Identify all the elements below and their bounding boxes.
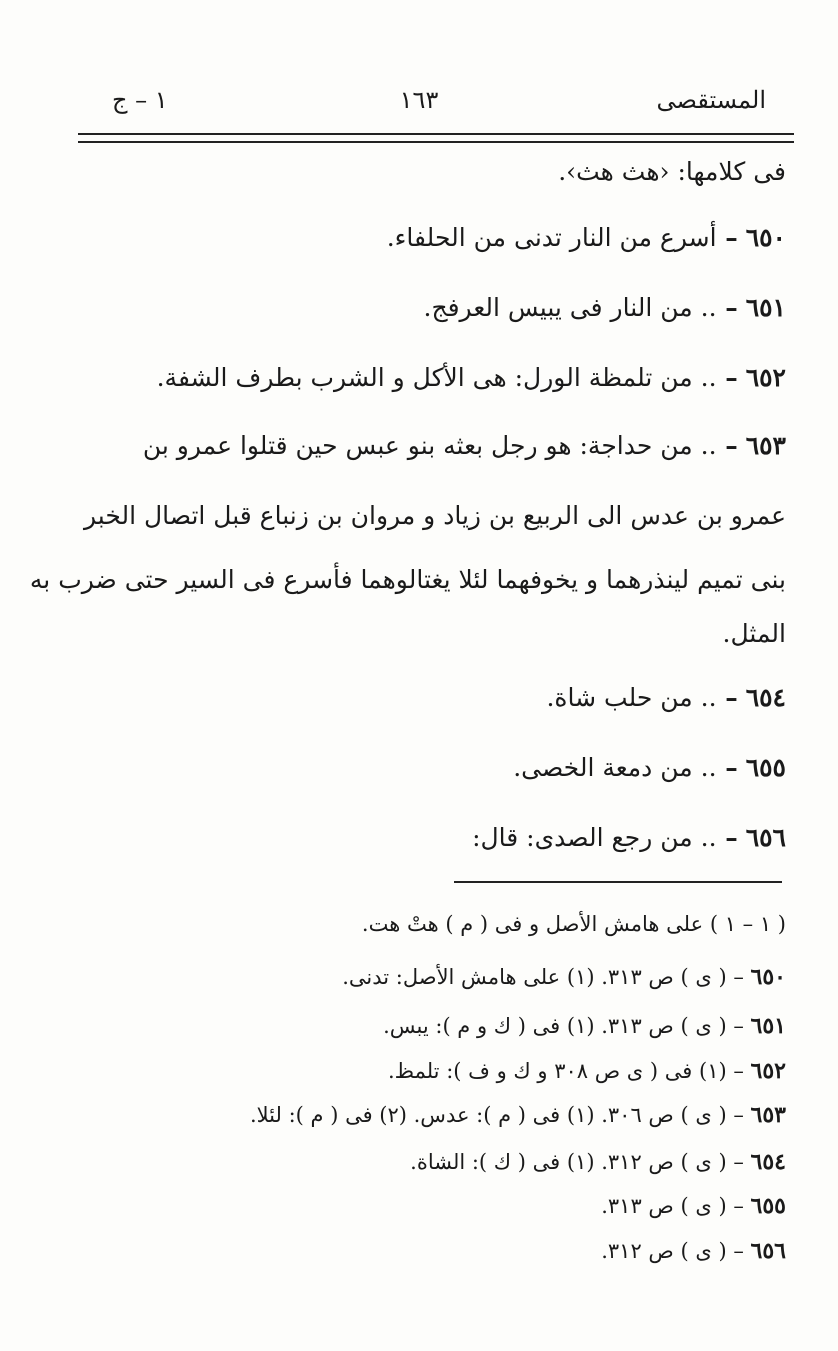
footnote-654 xyxy=(410,1144,786,1180)
entry-652 xyxy=(157,356,786,400)
footnote-intro: ( ١ – ١ ) على هامش الأصل و فى ( م ) هتْ هت. xyxy=(361,912,786,936)
entry-text: .. من النار فى يبيس العرفج. xyxy=(423,293,717,322)
entry-dash: – xyxy=(716,753,738,782)
footnote-number: ٦٥٢ xyxy=(750,1058,786,1084)
footnote-651 xyxy=(383,1008,786,1044)
entry-655 xyxy=(513,746,786,790)
entry-dash: – xyxy=(716,223,738,252)
entry-number: ٦٥٣ xyxy=(745,431,786,460)
page-number: ١٦٣ xyxy=(399,86,439,114)
footnote-dash: – xyxy=(726,1014,744,1038)
intro-line: فى كلامها: ‹هث هث›. xyxy=(558,157,786,186)
footnote-656 xyxy=(601,1233,786,1269)
entry-650 xyxy=(387,216,786,260)
entry-651 xyxy=(424,286,786,330)
header-rule-top xyxy=(78,133,794,135)
header-rule-bottom xyxy=(78,141,794,143)
entry-text: .. من حداجة: هو رجل بعثه بنو عبس حين قتلوا عمرو بن xyxy=(142,431,717,460)
footnote-dash: – xyxy=(726,965,744,989)
entry-text: .. من حلب شاة. xyxy=(546,683,717,712)
footnote-text: (١) فى ( ى ص ٣٠٨ و ك و ف ): تلمظ. xyxy=(387,1059,727,1083)
running-title: المستقصى xyxy=(656,86,766,114)
entry-653-continuation-1: عمرو بن عدس الى الربيع بن زياد و مروان بن زنباع قبل اتصال الخبر xyxy=(84,501,786,530)
footnote-number: ٦٥١ xyxy=(750,1013,786,1039)
footnote-text: ( ى ) ص ٣١٣. (١) فى ( ك و م ): يبس. xyxy=(383,1014,727,1038)
entry-text: .. من تلمظة الورل: هى الأكل و الشرب بطرف الشفة. xyxy=(156,363,717,392)
entry-654 xyxy=(546,676,786,720)
footnote-number: ٦٥٦ xyxy=(750,1238,786,1264)
entry-dash: – xyxy=(716,823,738,852)
footnote-dash: – xyxy=(726,1059,744,1083)
footnote-text: ( ى ) ص ٣١٢. xyxy=(601,1239,727,1263)
footnote-650 xyxy=(342,959,786,995)
entry-653-continuation-2: بنى تميم لينذرهما و يخوفهما لئلا يغتالوهما فأسرع فى السير حتى ضرب به xyxy=(29,565,786,594)
entry-number: ٦٥١ xyxy=(745,293,786,322)
entry-dash: – xyxy=(716,293,738,322)
entry-dash: – xyxy=(716,431,738,460)
entry-653 xyxy=(143,424,786,468)
footnote-text: ( ى ) ص ٣١٢. (١) فى ( ك ): الشاة. xyxy=(410,1150,727,1174)
footnote-652 xyxy=(388,1053,786,1089)
entry-number: ٦٥٥ xyxy=(745,753,786,782)
footnote-dash: – xyxy=(726,1194,744,1218)
entry-number: ٦٥٦ xyxy=(745,823,786,852)
footnote-text: ( ى ) ص ٣١٣. (١) على هامش الأصل: تدنى. xyxy=(342,965,727,989)
footnote-dash: – xyxy=(726,1239,744,1263)
footnote-number: ٦٥٠ xyxy=(750,964,786,990)
entry-dash: – xyxy=(716,683,738,712)
footnote-number: ٦٥٤ xyxy=(750,1149,786,1175)
entry-dash: – xyxy=(716,363,738,392)
footnote-separator xyxy=(454,881,782,883)
footnote-655 xyxy=(601,1188,786,1224)
entry-text: .. من دمعة الخصى. xyxy=(513,753,717,782)
footnote-dash: – xyxy=(726,1150,744,1174)
footnote-dash: – xyxy=(726,1103,744,1127)
footnote-number: ٦٥٣ xyxy=(750,1102,786,1128)
footnote-text: ( ى ) ص ٣٠٦. (١) فى ( م ): عدس. (٢) فى ( م ): لئلا. xyxy=(249,1103,727,1127)
entry-text: أسرع من النار تدنى من الحلفاء. xyxy=(386,223,717,252)
footnote-text: ( ى ) ص ٣١٣. xyxy=(601,1194,727,1218)
entry-653-continuation-3: المثل. xyxy=(722,619,786,648)
footnote-653 xyxy=(250,1097,786,1133)
footnote-number: ٦٥٥ xyxy=(750,1193,786,1219)
entry-number: ٦٥٤ xyxy=(745,683,786,712)
entry-656 xyxy=(472,816,786,860)
entry-number: ٦٥٠ xyxy=(745,223,786,252)
entry-number: ٦٥٢ xyxy=(745,363,786,392)
entry-text: .. من رجع الصدى: قال: xyxy=(472,823,717,852)
volume-marker: ١ – ج xyxy=(112,86,168,114)
